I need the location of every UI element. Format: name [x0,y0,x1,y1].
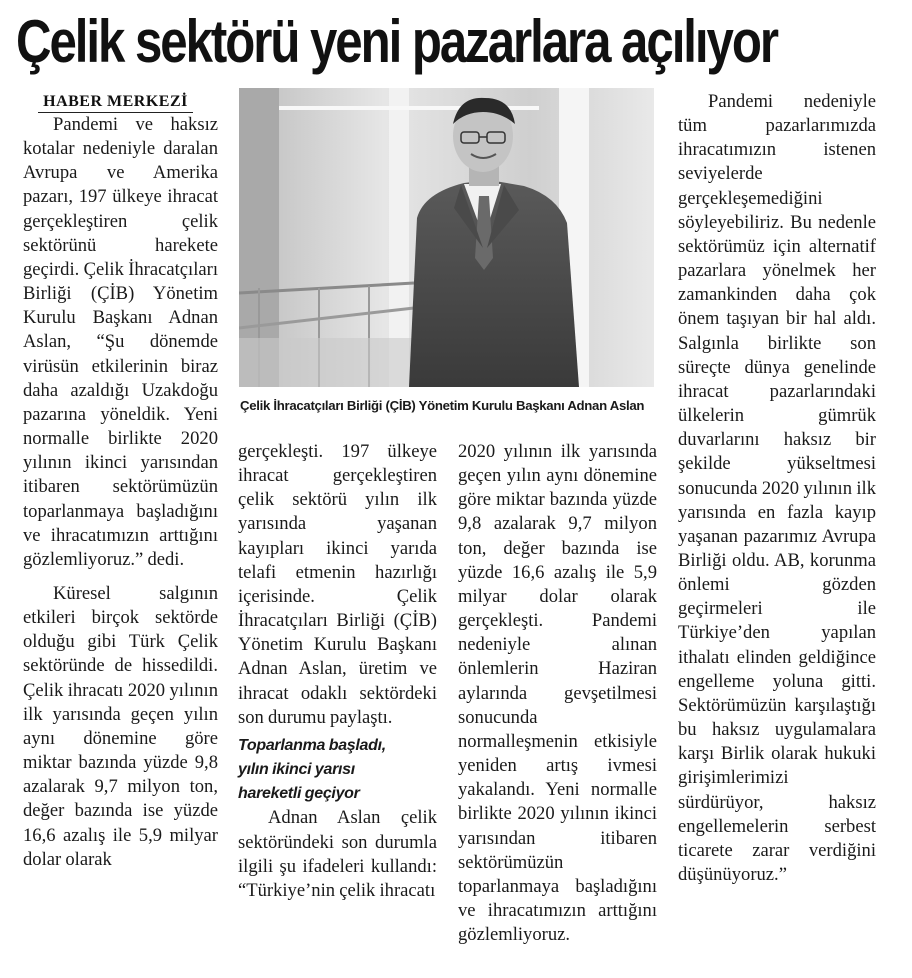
subheading-line: hareketli geçiyor [238,785,360,803]
portrait-illustration [239,88,654,387]
article-column-1 [23,113,218,872]
article-photo [239,88,654,387]
headline: Çelik sektörü yeni pazarlara açılıyor [16,8,777,75]
subheading [238,734,437,806]
paragraph: Pandemi nedeniyle tüm pazarlarımızda ihracatımızın istenen seviyelerde gerçekleşemediğini söyleyebiliriz. Bu nedenle sektörümüz için alternatif pazarlara yönelmek her zamankinden daha çok önem taşıyan bir hal aldı. Salgınla birlikte son süreçte dünya genelinde ihracat pazarlarındaki ülkelerin gümrük duvarlarını haksız bir şekilde yükseltmesi sonucunda 2020 yılının ilk yarısında en fazla kayıp yaşanan pazarımız Avrupa Birliği oldu. AB, korunma önlemi gözden geçirmeleri ile Türkiye’den yapılan ithalatı elinden geldiğince engelleme yoluna gitti. Sektörümüzün karşılaştığı bu haksız uygulamalara karşı Birlik olarak hukuki girişimlerimizi sürdürüyor, haksız engellemelerin serbest ticarete zarar verdiğini düşünüyoruz.” [678,91,876,885]
subheading-line: Toparlanma başladı, [238,736,386,754]
photo-caption: Çelik İhracatçıları Birliği (ÇİB) Yönetim Kurulu Başkanı Adnan Aslan [240,398,645,413]
paragraph: gerçekleşti. 197 ülkeye ihracat gerçekleştiren çelik sektörü yılın ilk yarısında yaşanan kayıpları ikinci yarıda telafi etmenin hazırlığı içerisinde. Çelik İhracatçıları Birliği (ÇİB) Yönetim Kurulu Başkanı Adnan Aslan, üretim ve ihracat odaklı sektördeki son durumu paylaştı. [238,441,437,728]
paragraph: Adnan Aslan çelik sektöründeki son durumla ilgili şu ifadeleri kullandı: “Türkiye’nin çelik ihracatı [238,807,437,901]
article-column-3 [458,440,657,947]
byline: HABER MERKEZİ [38,92,193,113]
subheading-line: yılın ikinci yarısı [238,761,355,779]
article-column-2 [238,440,437,903]
article-column-4 [678,90,876,887]
paragraph: 2020 yılının ilk yarısında geçen yılın aynı dönemine göre miktar bazında yüzde 9,8 azalarak 9,7 milyon ton, değer bazında ise yüzde 16,6 azalış ile 5,9 milyar dolar olarak gerçekleşti. Pandemi nedeniyle alınan önlemlerin Haziran aylarında gevşetilmesi sonucunda normalleşmenin etkisiyle yeniden artış ivmesi yakalandı. Yeni normalle birlikte 2020 yılının ikinci yarısından itibaren sektörümüzün toparlanmaya başladığını ve ihracatımızın arttığını gözlemliyoruz. [458,441,657,946]
paragraph: Küresel salgının etkileri birçok sektörde olduğu gibi Türk Çelik sektöründe de hissedildi. Çelik ihracatı 2020 yılının ilk yarısında geçen yılın aynı dönemine göre miktar bazında yüzde 9,8 azalarak 9,7 milyon ton, değer bazında ise yüzde 16,6 azalış ile 5,9 milyar dolar olarak [23,582,218,870]
paragraph: Pandemi ve haksız kotalar nedeniyle daralan Avrupa ve Amerika pazarı, 197 ülkeye ihracat gerçekleştiren çelik sektörünü harekete geçirdi. Çelik İhracatçıları Birliği (ÇİB) Yönetim Kurulu Başkanı Adnan Aslan, “Şu dönemde virüsün etkilerinin biraz daha azaldığı Uzakdoğu pazarına yöneldik. Yeni normalle birlikte 2020 yılının ikinci yarısından itibaren sektörümüzün toparlanmaya başladığını ve ihracatımızın arttığını gözlemliyoruz.” dedi. [23,114,218,570]
